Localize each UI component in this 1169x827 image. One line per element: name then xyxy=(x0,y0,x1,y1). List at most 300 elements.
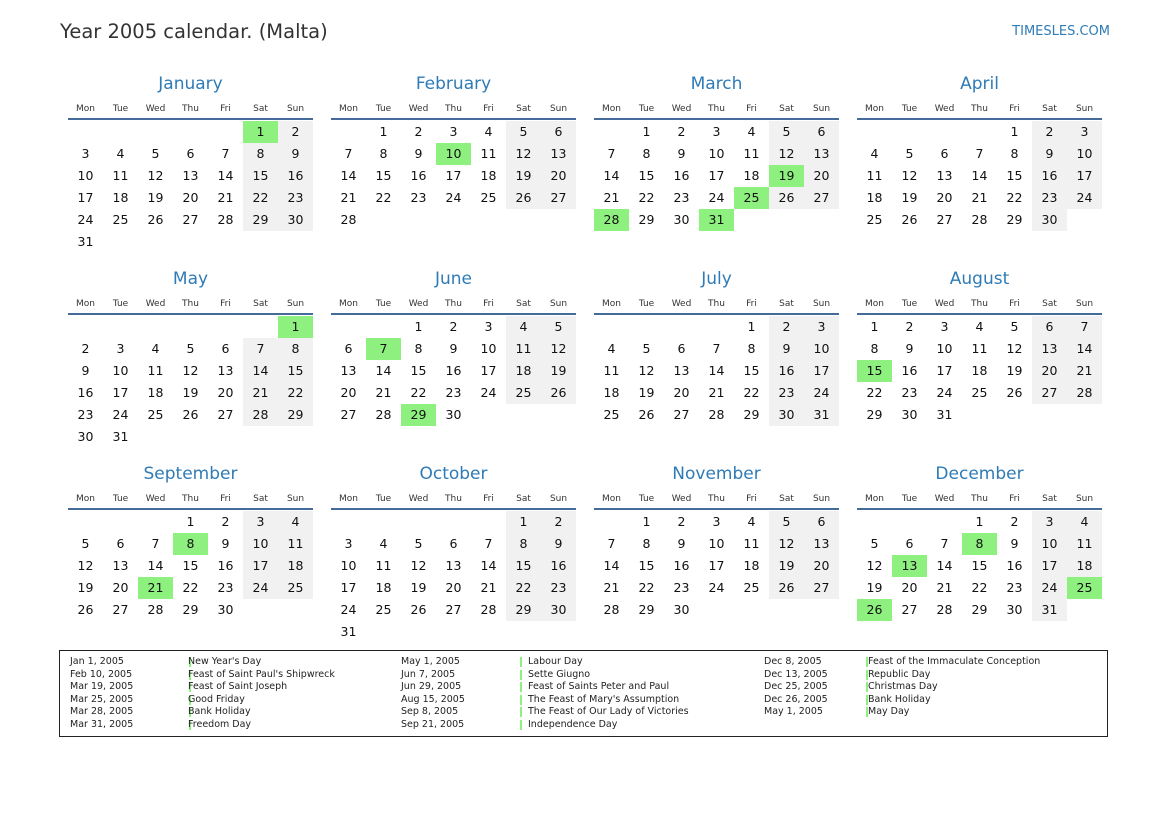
day-cell: 21 xyxy=(1076,363,1093,378)
weekday-label: Sun xyxy=(286,494,305,504)
day-cell: 22 xyxy=(287,385,304,400)
weekday-label: Fri xyxy=(483,494,494,504)
day-cell: 21 xyxy=(971,190,988,205)
day-cell: 20 xyxy=(936,190,953,205)
weekday-label: Tue xyxy=(638,299,655,309)
day-cell: 18 xyxy=(515,363,532,378)
weekday-label: Sun xyxy=(1075,299,1094,309)
day-cell: 11 xyxy=(743,146,760,161)
month-name: July xyxy=(701,269,732,289)
page-title: Year 2005 calendar. (Malta) xyxy=(60,20,328,43)
day-cell: 8 xyxy=(642,536,651,551)
day-cell: 9 xyxy=(221,536,230,551)
weekday-header xyxy=(68,104,313,118)
day-cell: 24 xyxy=(77,212,94,227)
weekday-label: Sun xyxy=(286,299,305,309)
day-cell: 20 xyxy=(340,385,357,400)
day-cell: 9 xyxy=(554,536,563,551)
legend-row xyxy=(764,706,1094,719)
month-name: September xyxy=(143,464,238,484)
day-cell: 12 xyxy=(638,363,655,378)
day-cell: 5 xyxy=(414,536,423,551)
holiday-marker xyxy=(520,707,522,717)
day-cell: 6 xyxy=(449,536,458,551)
day-cell: 13 xyxy=(1041,341,1058,356)
day-cell: 24 xyxy=(1076,190,1093,205)
day-cell: 17 xyxy=(112,385,129,400)
day-cell: 12 xyxy=(410,558,427,573)
day-cell: 6 xyxy=(221,341,230,356)
day-cell: 1 xyxy=(975,514,984,529)
day-cell: 19 xyxy=(182,385,199,400)
day-cell: 21 xyxy=(708,385,725,400)
weekday-label: Wed xyxy=(934,494,955,504)
day-cell: 21 xyxy=(217,190,234,205)
day-cell: 1 xyxy=(414,319,423,334)
day-cell: 23 xyxy=(1006,580,1023,595)
day-cell: 22 xyxy=(410,385,427,400)
day-cell: 11 xyxy=(603,363,620,378)
legend-row xyxy=(764,669,1094,682)
day-cell: 31 xyxy=(1041,602,1058,617)
day-cell: 3 xyxy=(344,536,353,551)
day-cell: 28 xyxy=(252,407,269,422)
day-cell: 9 xyxy=(81,363,90,378)
month-divider xyxy=(331,508,576,510)
day-cell: 22 xyxy=(638,580,655,595)
weekday-label: Fri xyxy=(220,494,231,504)
day-cell: 9 xyxy=(1010,536,1019,551)
day-cell: 31 xyxy=(936,407,953,422)
day-cell: 20 xyxy=(813,558,830,573)
day-cell: 5 xyxy=(905,146,914,161)
day-cell: 18 xyxy=(480,168,497,183)
day-cell: 25 xyxy=(287,580,304,595)
month-divider xyxy=(68,313,313,315)
weekday-header xyxy=(331,494,576,508)
day-cell: 26 xyxy=(77,602,94,617)
day-cell: 10 xyxy=(1041,536,1058,551)
weekday-label: Thu xyxy=(445,494,462,504)
day-cell: 20 xyxy=(217,385,234,400)
month-name: May xyxy=(172,269,209,289)
day-cell: 9 xyxy=(905,341,914,356)
weekday-label: Mon xyxy=(76,299,95,309)
day-cell: 11 xyxy=(147,363,164,378)
weekday-label: Thu xyxy=(445,299,462,309)
day-cell: 2 xyxy=(677,514,686,529)
month-divider xyxy=(857,508,1102,510)
day-cell: 16 xyxy=(410,168,427,183)
day-cell: 13 xyxy=(340,363,357,378)
day-cell: 14 xyxy=(147,558,164,573)
day-cell: 13 xyxy=(182,168,199,183)
day-cell: 20 xyxy=(182,190,199,205)
day-cell: 27 xyxy=(340,407,357,422)
holiday-day-cell: 31 xyxy=(699,209,734,231)
weekday-label: Mon xyxy=(602,104,621,114)
day-cell: 12 xyxy=(147,168,164,183)
day-cell: 17 xyxy=(708,558,725,573)
month-divider xyxy=(594,508,839,510)
day-cell: 17 xyxy=(77,190,94,205)
legend-holiday-name: Freedom Day xyxy=(188,718,252,730)
day-cell: 30 xyxy=(217,602,234,617)
day-cell: 23 xyxy=(550,580,567,595)
legend-row xyxy=(401,706,731,719)
day-cell: 7 xyxy=(151,536,160,551)
legend-holiday-name: Good Friday xyxy=(188,693,245,705)
day-cell: 6 xyxy=(344,341,353,356)
weekday-label: Sun xyxy=(1075,104,1094,114)
weekday-label: Sun xyxy=(812,494,831,504)
day-cell: 2 xyxy=(782,319,791,334)
site-link[interactable]: TIMESLES.COM xyxy=(1012,24,1110,39)
weekday-label: Tue xyxy=(638,494,655,504)
day-cell: 9 xyxy=(782,341,791,356)
legend-date: Mar 31, 2005 xyxy=(70,718,134,730)
weekday-label: Fri xyxy=(220,299,231,309)
weekday-label: Sun xyxy=(549,494,568,504)
legend-row xyxy=(70,656,400,669)
day-cell: 11 xyxy=(866,168,883,183)
weekday-label: Mon xyxy=(76,104,95,114)
day-cell: 6 xyxy=(817,514,826,529)
day-cell: 30 xyxy=(673,212,690,227)
day-cell: 2 xyxy=(221,514,230,529)
day-cell: 19 xyxy=(778,558,795,573)
day-cell: 8 xyxy=(519,536,528,551)
day-cell: 27 xyxy=(901,602,918,617)
day-cell: 4 xyxy=(484,124,493,139)
weekday-label: Mon xyxy=(602,299,621,309)
weekday-header xyxy=(857,494,1102,508)
month-name: April xyxy=(960,74,999,94)
holiday-marker xyxy=(520,695,522,705)
day-cell: 20 xyxy=(445,580,462,595)
holiday-day-cell: 1 xyxy=(243,121,278,143)
day-cell: 4 xyxy=(291,514,300,529)
weekday-label: Fri xyxy=(746,104,757,114)
day-cell: 25 xyxy=(480,190,497,205)
weekday-label: Fri xyxy=(1009,494,1020,504)
month-divider xyxy=(594,118,839,120)
legend-date: Sep 21, 2005 xyxy=(401,718,465,730)
month-divider xyxy=(68,118,313,120)
month-divider xyxy=(331,118,576,120)
weekday-label: Sat xyxy=(1042,494,1057,504)
day-cell: 22 xyxy=(866,385,883,400)
day-cell: 29 xyxy=(1006,212,1023,227)
weekday-label: Mon xyxy=(865,299,884,309)
legend-row xyxy=(401,719,731,732)
weekday-header xyxy=(857,299,1102,313)
day-cell: 5 xyxy=(642,341,651,356)
legend-holiday-name: Sette Giugno xyxy=(528,668,591,680)
day-cell: 16 xyxy=(1006,558,1023,573)
day-cell: 18 xyxy=(112,190,129,205)
legend-holiday-name: Feast of the Immaculate Conception xyxy=(868,656,1041,667)
month-name: November xyxy=(672,464,761,484)
day-cell: 14 xyxy=(603,168,620,183)
day-cell: 19 xyxy=(77,580,94,595)
holiday-day-cell: 1 xyxy=(278,316,313,338)
day-cell: 1 xyxy=(519,514,528,529)
day-cell: 29 xyxy=(182,602,199,617)
month-divider xyxy=(857,313,1102,315)
day-cell: 23 xyxy=(901,385,918,400)
day-cell: 3 xyxy=(116,341,125,356)
holiday-day-cell: 8 xyxy=(962,533,997,555)
day-cell: 24 xyxy=(708,580,725,595)
day-cell: 8 xyxy=(414,341,423,356)
weekday-label: Sun xyxy=(812,104,831,114)
day-cell: 8 xyxy=(256,146,265,161)
day-cell: 20 xyxy=(901,580,918,595)
legend-date: Sep 8, 2005 xyxy=(401,706,459,718)
weekday-header xyxy=(331,299,576,313)
weekday-label: Sat xyxy=(516,494,531,504)
weekday-label: Tue xyxy=(638,104,655,114)
legend-holiday-name: Independence Day xyxy=(528,718,618,730)
legend-holiday-name: New Year's Day xyxy=(188,656,262,667)
day-cell: 21 xyxy=(603,580,620,595)
day-cell: 7 xyxy=(607,146,616,161)
weekday-label: Sat xyxy=(779,104,794,114)
holiday-day-cell: 29 xyxy=(401,404,436,426)
day-cell: 10 xyxy=(708,536,725,551)
day-cell: 26 xyxy=(778,190,795,205)
day-cell: 9 xyxy=(677,536,686,551)
day-cell: 20 xyxy=(813,168,830,183)
legend-date: Jan 1, 2005 xyxy=(70,656,124,667)
legend-holiday-name: Bank Holiday xyxy=(188,706,251,718)
weekday-header xyxy=(594,104,839,118)
day-cell: 2 xyxy=(677,124,686,139)
day-cell: 30 xyxy=(1006,602,1023,617)
day-cell: 7 xyxy=(221,146,230,161)
day-cell: 14 xyxy=(375,363,392,378)
day-cell: 16 xyxy=(77,385,94,400)
day-cell: 24 xyxy=(112,407,129,422)
day-cell: 14 xyxy=(252,363,269,378)
day-cell: 30 xyxy=(445,407,462,422)
day-cell: 1 xyxy=(870,319,879,334)
weekday-label: Tue xyxy=(112,299,129,309)
weekday-label: Sun xyxy=(812,299,831,309)
day-cell: 2 xyxy=(1010,514,1019,529)
day-cell: 28 xyxy=(340,212,357,227)
day-cell: 27 xyxy=(673,407,690,422)
legend-row xyxy=(764,681,1094,694)
legend-date: Feb 10, 2005 xyxy=(70,668,133,680)
day-cell: 1 xyxy=(642,124,651,139)
day-cell: 22 xyxy=(743,385,760,400)
legend-row xyxy=(764,694,1094,707)
day-cell: 16 xyxy=(778,363,795,378)
day-cell: 26 xyxy=(638,407,655,422)
weekday-label: Sun xyxy=(549,299,568,309)
day-cell: 17 xyxy=(480,363,497,378)
day-cell: 10 xyxy=(77,168,94,183)
day-cell: 27 xyxy=(445,602,462,617)
day-cell: 11 xyxy=(971,341,988,356)
holiday-day-cell: 25 xyxy=(1067,577,1102,599)
holiday-marker xyxy=(520,682,522,692)
weekday-label: Fri xyxy=(220,104,231,114)
day-cell: 11 xyxy=(480,146,497,161)
weekday-label: Fri xyxy=(483,104,494,114)
day-cell: 4 xyxy=(151,341,160,356)
month-name: October xyxy=(419,464,488,484)
day-cell: 18 xyxy=(375,580,392,595)
day-cell: 12 xyxy=(778,536,795,551)
weekday-label: Mon xyxy=(602,494,621,504)
day-cell: 18 xyxy=(971,363,988,378)
legend-date: Aug 15, 2005 xyxy=(401,693,465,705)
day-cell: 24 xyxy=(813,385,830,400)
legend-holiday-name: Feast of Saint Paul's Shipwreck xyxy=(188,668,335,680)
day-cell: 29 xyxy=(971,602,988,617)
day-cell: 2 xyxy=(554,514,563,529)
legend-column xyxy=(764,656,1094,719)
day-cell: 6 xyxy=(554,124,563,139)
day-cell: 19 xyxy=(147,190,164,205)
day-cell: 2 xyxy=(449,319,458,334)
weekday-label: Wed xyxy=(145,104,166,114)
holiday-marker xyxy=(520,657,522,667)
day-cell: 23 xyxy=(445,385,462,400)
holiday-day-cell: 26 xyxy=(857,599,892,621)
holiday-day-cell: 8 xyxy=(173,533,208,555)
day-cell: 25 xyxy=(743,580,760,595)
day-cell: 14 xyxy=(971,168,988,183)
day-cell: 20 xyxy=(550,168,567,183)
day-cell: 30 xyxy=(778,407,795,422)
day-cell: 23 xyxy=(778,385,795,400)
weekday-label: Fri xyxy=(483,299,494,309)
month-divider xyxy=(68,508,313,510)
day-cell: 16 xyxy=(901,363,918,378)
day-cell: 9 xyxy=(677,146,686,161)
weekday-label: Wed xyxy=(408,104,429,114)
day-cell: 29 xyxy=(743,407,760,422)
day-cell: 6 xyxy=(677,341,686,356)
day-cell: 14 xyxy=(936,558,953,573)
day-cell: 7 xyxy=(975,146,984,161)
legend-holiday-name: Labour Day xyxy=(528,656,583,667)
day-cell: 7 xyxy=(712,341,721,356)
weekday-label: Sun xyxy=(286,104,305,114)
day-cell: 25 xyxy=(147,407,164,422)
day-cell: 5 xyxy=(782,514,791,529)
day-cell: 15 xyxy=(252,168,269,183)
day-cell: 18 xyxy=(743,168,760,183)
day-cell: 8 xyxy=(642,146,651,161)
day-cell: 4 xyxy=(747,124,756,139)
month-name: August xyxy=(949,269,1010,289)
legend-date: May 1, 2005 xyxy=(764,706,823,718)
day-cell: 15 xyxy=(638,558,655,573)
holiday-day-cell: 21 xyxy=(138,577,173,599)
weekday-label: Sun xyxy=(1075,494,1094,504)
day-cell: 21 xyxy=(340,190,357,205)
day-cell: 21 xyxy=(375,385,392,400)
weekday-label: Sat xyxy=(1042,104,1057,114)
day-cell: 11 xyxy=(287,536,304,551)
legend-date: May 1, 2005 xyxy=(401,656,460,667)
day-cell: 9 xyxy=(291,146,300,161)
day-cell: 17 xyxy=(936,363,953,378)
legend-row xyxy=(401,694,731,707)
day-cell: 12 xyxy=(1006,341,1023,356)
day-cell: 8 xyxy=(1010,146,1019,161)
day-cell: 11 xyxy=(375,558,392,573)
day-cell: 17 xyxy=(1076,168,1093,183)
weekday-label: Thu xyxy=(182,299,199,309)
day-cell: 30 xyxy=(673,602,690,617)
day-cell: 24 xyxy=(445,190,462,205)
day-cell: 9 xyxy=(449,341,458,356)
day-cell: 1 xyxy=(747,319,756,334)
weekday-label: Sat xyxy=(253,104,268,114)
day-cell: 12 xyxy=(182,363,199,378)
legend-holiday-name: Feast of Saints Peter and Paul xyxy=(528,681,670,693)
holiday-day-cell: 15 xyxy=(857,360,892,382)
day-cell: 31 xyxy=(112,429,129,444)
holiday-marker xyxy=(520,720,522,730)
day-cell: 7 xyxy=(940,536,949,551)
day-cell: 1 xyxy=(379,124,388,139)
day-cell: 2 xyxy=(905,319,914,334)
weekday-label: Wed xyxy=(671,104,692,114)
day-cell: 31 xyxy=(813,407,830,422)
day-cell: 28 xyxy=(147,602,164,617)
day-cell: 20 xyxy=(112,580,129,595)
day-cell: 13 xyxy=(550,146,567,161)
weekday-label: Tue xyxy=(901,494,918,504)
day-cell: 4 xyxy=(379,536,388,551)
day-cell: 3 xyxy=(712,514,721,529)
weekday-label: Tue xyxy=(375,299,392,309)
day-cell: 5 xyxy=(1010,319,1019,334)
day-cell: 27 xyxy=(936,212,953,227)
weekday-label: Tue xyxy=(901,104,918,114)
weekday-label: Wed xyxy=(671,494,692,504)
day-cell: 24 xyxy=(936,385,953,400)
day-cell: 14 xyxy=(480,558,497,573)
legend-date: Dec 25, 2005 xyxy=(764,681,828,693)
legend-holiday-name: Feast of Saint Joseph xyxy=(188,681,288,693)
day-cell: 17 xyxy=(445,168,462,183)
legend-row xyxy=(70,706,400,719)
day-cell: 3 xyxy=(1080,124,1089,139)
day-cell: 12 xyxy=(550,341,567,356)
day-cell: 13 xyxy=(112,558,129,573)
day-cell: 5 xyxy=(186,341,195,356)
day-cell: 13 xyxy=(936,168,953,183)
day-cell: 26 xyxy=(147,212,164,227)
day-cell: 15 xyxy=(743,363,760,378)
day-cell: 28 xyxy=(936,602,953,617)
day-cell: 4 xyxy=(1080,514,1089,529)
day-cell: 31 xyxy=(340,624,357,639)
day-cell: 16 xyxy=(287,168,304,183)
day-cell: 29 xyxy=(638,212,655,227)
day-cell: 4 xyxy=(607,341,616,356)
holiday-day-cell: 7 xyxy=(366,338,401,360)
day-cell: 2 xyxy=(81,341,90,356)
